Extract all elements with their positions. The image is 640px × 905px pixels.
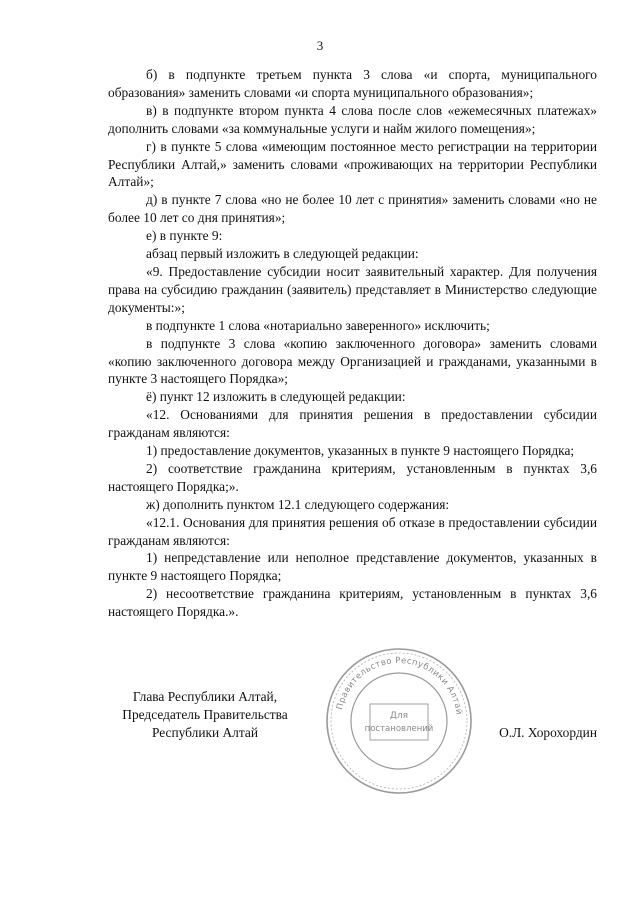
paragraph: в подпункте 1 слова «нотариально заверенного» исключить; bbox=[146, 317, 490, 333]
signature-block bbox=[0, 688, 640, 768]
signatory-title-line: Председатель Правительства bbox=[122, 707, 288, 722]
paragraph: б) в подпункте третьем пункта 3 слова «и спорта, муниципального образования» заменить словами «и спорта муниципального образования»; bbox=[108, 67, 597, 100]
paragraph: в подпункте 3 слова «копию заключенного договора» заменить словами «копию заключенного договора между Организацией и гражданами, указанными в пункте 3 настоящего Порядка»; bbox=[108, 335, 597, 387]
paragraph: 1) непредставление или неполное представление документов, указанных в пункте 9 настоящего Порядка; bbox=[108, 550, 597, 584]
paragraph: «12. Основаниями для принятия решения в предоставлении субсидии гражданам являются: bbox=[108, 407, 597, 441]
signatory-title-line: Глава Республики Алтай, bbox=[132, 689, 278, 704]
paragraph: ё) пункт 12 изложить в следующей редакции: bbox=[146, 389, 406, 405]
paragraph: «9. Предоставление субсидии носит заявительный характер. Для получения права на субсидию гражданин (заявитель) представляет в Министерство следующие документы:»; bbox=[108, 263, 597, 315]
signatory-title bbox=[110, 688, 300, 742]
stamp-outer-text: Правительство Республики Алтай bbox=[335, 655, 464, 716]
paragraph: ж) дополнить пунктом 12.1 следующего содержания: bbox=[146, 496, 450, 512]
paragraph: в) в подпункте втором пункта 4 слова после слов «ежемесячных платежах» дополнить словами «за коммунальные услуги и найм жилого помещения»; bbox=[108, 102, 597, 136]
document-body bbox=[108, 66, 597, 621]
stamp-inner-line-1: Для bbox=[389, 711, 409, 721]
paragraph: г) в пункте 5 слова «имеющим постоянное место регистрации на территории Республики Алтай,» заменить словами «проживающих на территории Республики Алтай»; bbox=[108, 138, 597, 190]
paragraph: 2) несоответствие гражданина критериям, установленным в пунктах 3,6 настоящего Порядка.». bbox=[108, 586, 597, 620]
signatory-name: О.Л. Хорохордин bbox=[499, 725, 597, 740]
paragraph: 2) соответствие гражданина критериям, установленным в пунктах 3,6 настоящего Порядка;». bbox=[108, 460, 597, 494]
paragraph: 1) предоставление документов, указанных в пункте 9 настоящего Порядка; bbox=[146, 443, 575, 459]
stamp-inner-line-2: постановлений bbox=[364, 724, 434, 734]
signatory-title-line: Республики Алтай bbox=[151, 725, 258, 740]
paragraph: «12.1. Основания для принятия решения об отказе в предоставлении субсидии гражданам являются: bbox=[108, 514, 597, 548]
page-number: 3 bbox=[316, 38, 324, 53]
paragraph: е) в пункте 9: bbox=[146, 228, 223, 244]
paragraph: абзац первый изложить в следующей редакции: bbox=[146, 246, 419, 262]
paragraph: д) в пункте 7 слова «но не более 10 лет с принятия» заменить словами «но не более 10 лет со дня принятия»; bbox=[108, 192, 597, 226]
